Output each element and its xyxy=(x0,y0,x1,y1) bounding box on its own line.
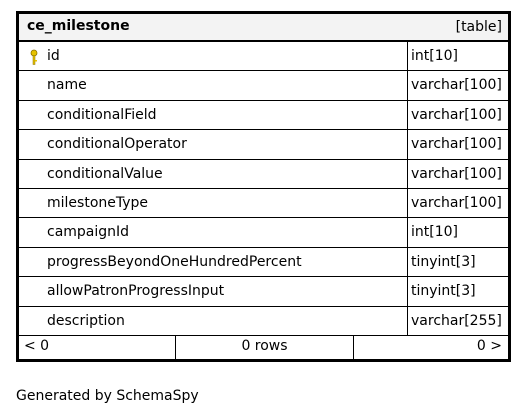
column-name-cell xyxy=(19,277,408,305)
column-row xyxy=(19,42,508,71)
table-type-label: [table] xyxy=(455,19,502,35)
column-name: milestoneType xyxy=(47,195,149,211)
column-name: conditionalField xyxy=(47,106,157,123)
column-name-cell xyxy=(19,42,408,70)
table-name: ce_milestone xyxy=(27,18,130,34)
footer-parents-count: < 0 xyxy=(19,335,176,359)
column-row xyxy=(19,307,508,336)
column-name: description xyxy=(47,312,125,329)
key-icon xyxy=(28,49,40,65)
column-row xyxy=(19,101,508,130)
column-name-cell xyxy=(19,218,408,246)
column-row xyxy=(19,218,508,247)
column-name: conditionalValue xyxy=(47,165,163,182)
column-name-cell xyxy=(19,101,408,129)
column-name-cell xyxy=(19,248,408,276)
footer-children-count: 0 > xyxy=(476,338,502,354)
column-name-cell xyxy=(19,130,408,158)
table-node xyxy=(16,11,511,362)
column-type: varchar[100] xyxy=(411,195,502,211)
column-type: varchar[255] xyxy=(411,312,502,329)
column-row xyxy=(19,130,508,159)
column-name-cell xyxy=(19,160,408,188)
table-footer xyxy=(19,335,508,359)
column-name: id xyxy=(47,48,60,64)
column-name-cell xyxy=(19,189,408,217)
generated-by-label: Generated by SchemaSpy xyxy=(16,388,199,404)
column-name: allowPatronProgressInput xyxy=(47,283,225,300)
column-type: tinyint[3] xyxy=(411,253,476,270)
column-row xyxy=(19,189,508,218)
footer-row-count: 0 rows xyxy=(176,335,354,359)
column-type: varchar[100] xyxy=(411,106,502,123)
column-row xyxy=(19,277,508,306)
column-name-cell xyxy=(19,71,408,99)
column-row xyxy=(19,160,508,189)
column-type: varchar[100] xyxy=(411,136,502,153)
column-type: varchar[100] xyxy=(411,165,502,182)
column-type: tinyint[3] xyxy=(411,283,476,300)
column-type: int[10] xyxy=(411,48,458,64)
column-name: campaignId xyxy=(47,224,130,241)
column-type: int[10] xyxy=(411,224,458,241)
column-name-cell xyxy=(19,307,408,335)
column-name: name xyxy=(47,77,87,94)
column-row xyxy=(19,248,508,277)
column-name: progressBeyondOneHundredPercent xyxy=(47,253,302,270)
column-row xyxy=(19,71,508,100)
column-type: varchar[100] xyxy=(411,77,502,94)
column-name: conditionalOperator xyxy=(47,136,187,153)
table-title-row xyxy=(19,14,508,42)
